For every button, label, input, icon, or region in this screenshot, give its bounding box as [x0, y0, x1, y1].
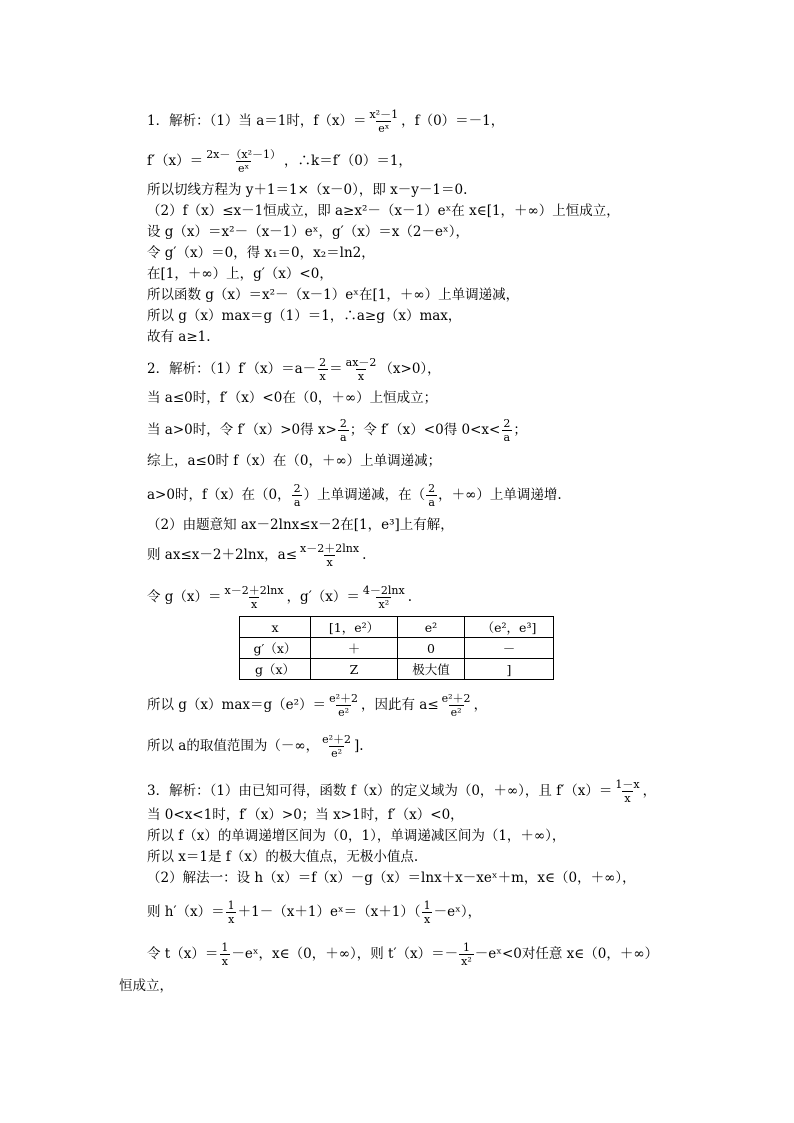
text: ，g′（x）＝: [286, 589, 360, 605]
p1-line-4: （2）f（x）≤x－1恒成立，即 a≥x²－（x－1）eˣ在 x∈[1，＋∞）上恒成立，: [147, 203, 620, 219]
fraction: [426, 482, 437, 509]
fraction-numerator: 2: [503, 417, 511, 430]
p3-line-6: [147, 899, 481, 926]
fraction-denominator: eˣ: [378, 122, 390, 135]
table-cell: ＋: [311, 638, 398, 659]
fraction-denominator: x: [250, 598, 258, 611]
fraction-denominator: e²: [450, 706, 462, 719]
table-row: [240, 617, 554, 638]
fraction: [367, 108, 400, 135]
fraction-denominator: x: [319, 370, 326, 383]
p3-line-3: 所以 f（x）的单调递增区间为（0，1），单调递减区间为（1，＋∞），: [147, 828, 566, 844]
text: －eˣ，x∈（0，＋∞），则 t′（x）＝－: [231, 946, 459, 962]
p2-line-6: （2）由题意知 ax－2lnx≤x－2在[1，e³]上有解，: [147, 517, 454, 533]
fraction: [338, 417, 349, 444]
table-cell: －: [465, 638, 554, 659]
text: －eˣ），: [433, 904, 482, 920]
p3-line-8: 恒成立，: [119, 978, 173, 994]
fraction-denominator: x: [424, 913, 431, 926]
fraction: [223, 584, 286, 611]
text: ，: [642, 783, 657, 799]
text: 3．解析：（1）由已知可得，函数 f（x）的定义域为（0，＋∞），且 f′（x）＝: [147, 783, 613, 799]
p3-line-4: 所以 x＝1是 f（x）的极大值点，无极小值点.: [147, 849, 419, 865]
fraction: [226, 899, 237, 926]
text: 令 g（x）＝: [147, 589, 222, 605]
p1-line-6: 令 g′（x）＝0，得 x₁＝0，x₂＝ln2，: [147, 245, 375, 261]
p3-line-7: [147, 941, 658, 968]
p2-line-9: [147, 692, 487, 719]
fraction: [317, 356, 328, 383]
text: 2．解析：（1）f′（x）＝a－: [147, 361, 317, 377]
p1-line-3: 所以切线方程为 y＋1＝1×（x－0），即 x－y－1＝0.: [147, 182, 468, 198]
fraction-denominator: x²: [378, 598, 390, 611]
p1-line-1: [147, 108, 504, 135]
p2-line-5: [147, 482, 562, 509]
text: ].: [354, 738, 364, 754]
fraction-denominator: a: [503, 431, 511, 444]
fraction-numerator: 2: [319, 356, 327, 369]
table-cell: g（x）: [240, 659, 311, 680]
fraction-denominator: e²: [338, 706, 349, 719]
table-row: [240, 638, 554, 659]
p2-line-4: 综上，a≤0时 f（x）在（0，＋∞）上单调递减；: [147, 453, 442, 469]
table-cell: g′（x）: [240, 638, 311, 659]
p1-line-5: 设 g（x）＝x²－（x－1）eˣ，g′（x）＝x（2－eˣ），: [147, 224, 469, 240]
fraction: [501, 417, 512, 444]
p2-line-10: [147, 733, 364, 760]
p3-line-2: 当 0<x<1时，f′（x）>0；当 x>1时，f′（x）<0，: [147, 807, 464, 823]
text: ＝: [329, 361, 343, 377]
text: ；令 f′（x）<0得 0<x<: [349, 422, 501, 438]
fraction-denominator: eˣ: [238, 162, 250, 175]
fraction: [459, 941, 474, 968]
fraction: [422, 899, 433, 926]
text: 令 t（x）＝: [147, 946, 219, 962]
fraction: [320, 733, 353, 760]
fraction-denominator: a: [293, 496, 301, 509]
fraction-numerator: e²＋2: [329, 692, 358, 705]
text: 则 ax≤x－2＋2lnx，a≤: [147, 547, 298, 563]
text: f′（x）＝: [147, 153, 204, 169]
p2-line-1: [147, 356, 441, 383]
p2-line-2: 当 a≤0时，f′（x）<0在（0，＋∞）上恒成立；: [147, 390, 438, 406]
table-cell: x: [240, 617, 311, 638]
text: ，: [473, 697, 488, 713]
fraction-numerator: 4－2lnx: [362, 584, 405, 597]
text: .: [362, 547, 367, 563]
text: ）上单调递减，在（: [303, 487, 426, 503]
text: ，∴k＝f′（0）＝1，: [284, 153, 412, 169]
fraction-numerator: 2x－（x²－1）: [206, 148, 282, 161]
text: 则 h′（x）＝: [147, 904, 225, 920]
fraction: [298, 542, 361, 569]
p1-line-8: 所以函数 g（x）＝x²－（x－1）eˣ在[1，＋∞）上单调递减，: [147, 287, 520, 303]
fraction-numerator: ax－2: [345, 356, 377, 369]
fraction-denominator: e²: [331, 747, 343, 760]
text: 1．解析：（1）当 a＝1时，f（x）＝: [147, 113, 367, 129]
p1-line-2: [147, 148, 412, 175]
text: ，f（0）＝－1，: [401, 113, 505, 129]
text: ，＋∞）上单调递增.: [438, 487, 562, 503]
fraction-denominator: x²: [461, 955, 472, 968]
fraction: [219, 941, 230, 968]
fraction-denominator: a: [340, 431, 347, 444]
p2-line-7: [147, 542, 366, 569]
fraction-numerator: 1: [423, 899, 431, 912]
fraction: [344, 356, 379, 383]
fraction-numerator: e²＋2: [441, 692, 471, 705]
p3-line-1: [147, 778, 656, 805]
text: （x>0），: [379, 361, 441, 377]
p3-line-5: （2）解法一：设 h（x）＝f（x）－g（x）＝lnx＋x－xeˣ＋m，x∈（0，＋∞），: [147, 870, 636, 886]
fraction-denominator: x: [221, 955, 228, 968]
text: a>0时，f（x）在（0，: [147, 487, 291, 503]
fraction-denominator: a: [428, 496, 435, 509]
fraction-denominator: x: [228, 913, 235, 926]
text: 所以 g（x）max＝g（e²）＝: [147, 697, 327, 713]
fraction-numerator: 1: [462, 941, 470, 954]
table-cell: 0: [398, 638, 465, 659]
text: .: [407, 589, 412, 605]
fraction: [613, 778, 641, 805]
table-cell: [1，e²）: [311, 617, 398, 638]
table-cell: 极大值: [398, 659, 465, 680]
fraction-numerator: 2: [428, 482, 436, 495]
fraction-numerator: 2: [293, 482, 301, 495]
text: 所以 a的取值范围为（－∞，: [147, 738, 320, 754]
fraction: [440, 692, 473, 719]
text: ；: [513, 422, 527, 438]
fraction: [292, 482, 303, 509]
fraction-denominator: x: [624, 792, 631, 805]
text: －eˣ<0对任意 x∈（0，＋∞）: [474, 946, 659, 962]
fraction: [204, 148, 283, 175]
text: 当 a>0时，令 f′（x）>0得 x>: [147, 422, 337, 438]
fraction-numerator: 2: [339, 417, 347, 430]
p1-line-9: 所以 g（x）max＝g（1）＝1，∴a≥g（x）max，: [147, 308, 462, 324]
fraction-denominator: x: [326, 556, 333, 569]
fraction: [361, 584, 407, 611]
fraction-numerator: e²＋2: [322, 733, 352, 746]
p2-line-3: [147, 417, 527, 444]
fraction-numerator: 1: [221, 941, 229, 954]
fraction: [327, 692, 360, 719]
text: ＋1－（x＋1）eˣ＝（x＋1）（: [237, 904, 421, 920]
table-cell: ]: [465, 659, 554, 680]
table-cell: Z: [311, 659, 398, 680]
monotonicity-table: [239, 616, 554, 680]
p1-line-7: 在[1，＋∞）上，g′（x）<0，: [147, 266, 333, 282]
text: ，因此有 a≤: [360, 697, 439, 713]
fraction-numerator: x－2＋2lnx: [224, 584, 284, 597]
fraction-numerator: x－2＋2lnx: [300, 542, 360, 555]
fraction-numerator: x²－1: [369, 108, 399, 121]
fraction-numerator: 1: [227, 899, 235, 912]
fraction-numerator: 1－x: [615, 778, 640, 791]
table-row: [240, 659, 554, 680]
p1-line-10: 故有 a≥1.: [147, 329, 211, 345]
table-cell: （e²，e³]: [465, 617, 554, 638]
fraction-denominator: x: [357, 370, 365, 383]
table-cell: e²: [398, 617, 465, 638]
p2-line-8: [147, 584, 412, 611]
